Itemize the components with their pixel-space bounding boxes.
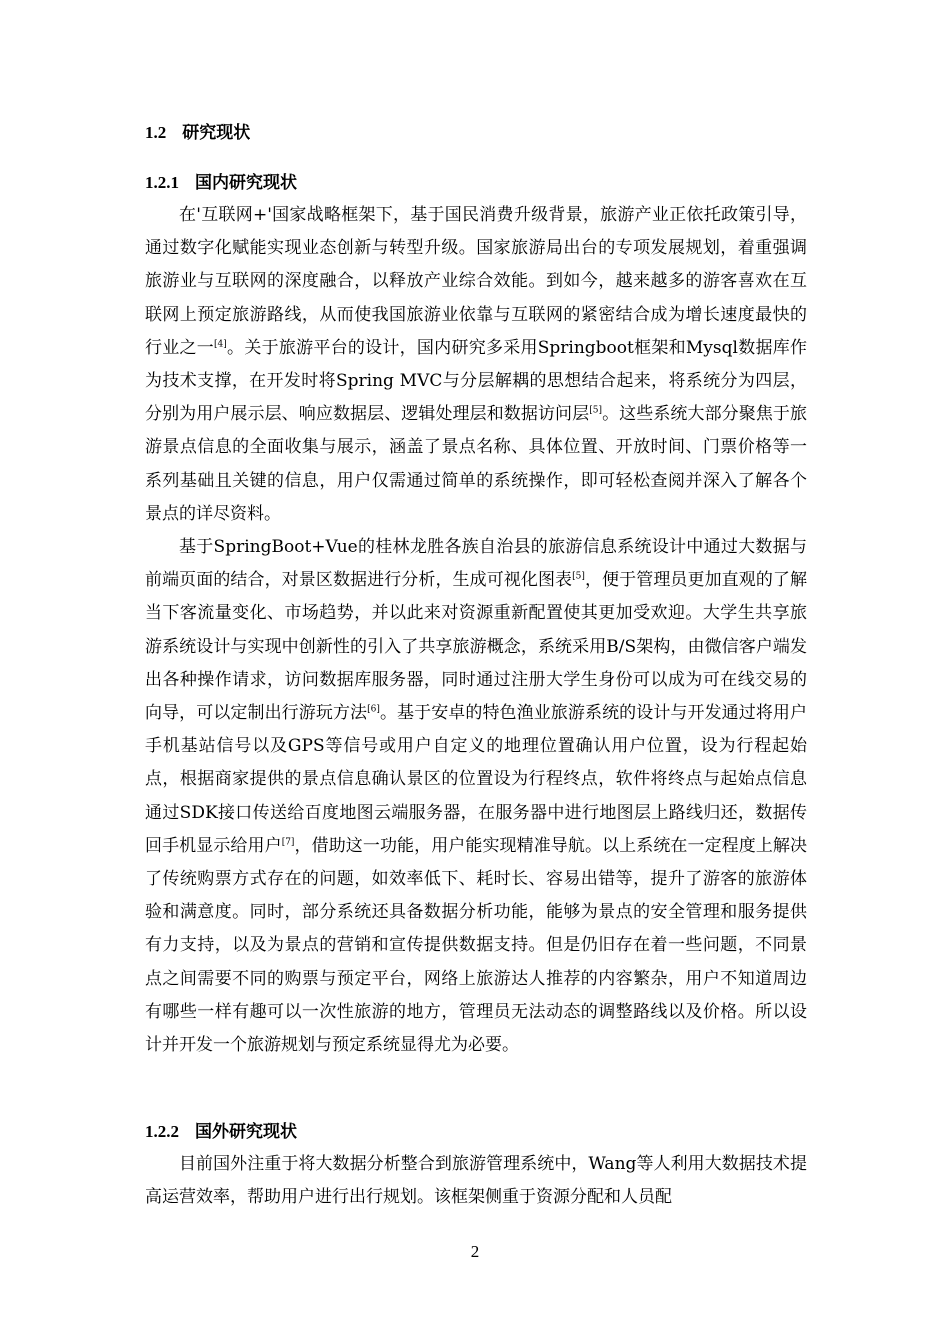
citation-ref: [5] bbox=[589, 405, 602, 416]
citation-ref: [6] bbox=[367, 704, 380, 715]
text-run: 。这些系统大部分聚焦于旅游景点信息的全面收集与展示，涵盖了景点名称、具体位置、开放时间、门票价格等一系列基础且关键的信息，用户仅需通过简单的系统操作，即可轻松查阅并深入了解各个景点的详尽资料。 bbox=[145, 404, 808, 524]
text-run: ，便于管理员更加直观的了解当下客流量变化、市场趋势，并以此来对资源重新配置使其更加受欢迎。大学生共享旅游系统设计与实现中创新性的引入了共享旅游概念，系统采用B/S架构，由微信客户端发出各种操作请求，访问数据库服务器，同时通过注册大学生身份可以成为可在线交易的向导，可以定制出行游玩方法 bbox=[145, 570, 808, 724]
section-number: 1.2 bbox=[145, 123, 167, 142]
subsection-title: 国外研究现状 bbox=[195, 1122, 297, 1141]
subsection-heading-domestic bbox=[145, 168, 297, 193]
section-title: 研究现状 bbox=[182, 123, 251, 142]
subsection-number: 1.2.2 bbox=[145, 1122, 179, 1141]
text-run: 。关于旅游平台的设计，国内研究多采用Springboot框架和Mysql数据库作为技术支撑，在开发时将Spring MVC与分层解耦的思想结合起来，将系统分为四层，分别为用户展示层、响应数据层、逻辑处理层和数据访问层 bbox=[145, 337, 807, 425]
text-run: 基于SpringBoot+Vue的桂林龙胜各族自治县的旅游信息系统设计中通过大数据与前端页面的结合，对景区数据进行分析，生成可视化图表 bbox=[145, 537, 807, 591]
citation-ref: [4] bbox=[214, 339, 227, 350]
paragraph-foreign-1 bbox=[145, 1148, 807, 1214]
page-number: 2 bbox=[470, 1242, 480, 1261]
text-run: 。基于安卓的特色渔业旅游系统的设计与开发通过将用户手机基站信号以及GPS等信号或用户自定义的地理位置确认用户位置，设为行程起始点，根据商家提供的景点信息确认景区的位置设为行程终点，软件将终点与起始点信息通过SDK接口传送给百度地图云端服务器，在服务器中进行地图层上路线归还，数据传回手机显示给用户 bbox=[145, 703, 808, 856]
citation-ref: [7] bbox=[281, 837, 295, 848]
subsection-title: 国内研究现状 bbox=[195, 173, 297, 192]
subsection-heading-foreign bbox=[145, 1117, 297, 1142]
subsection-number: 1.2.1 bbox=[145, 173, 179, 192]
text-run: 在'互联网+'国家战略框架下，基于国民消费升级背景，旅游产业正依托政策引导，通过数字化赋能实现业态创新与转型升级。国家旅游局出台的专项发展规划，着重强调旅游业与互联网的深度融合，以释放产业综合效能。到如今，越来越多的游客喜欢在互联网上预定旅游路线，从而使我国旅游业依靠与互联网的紧密结合成为增长速度最快的行业之一 bbox=[145, 205, 807, 358]
text-run: ，借助这一功能，用户能实现精准导航。以上系统在一定程度上解决了传统购票方式存在的问题，如效率低下、耗时长、容易出错等，提升了游客的旅游体验和满意度。同时，部分系统还具备数据分析功能，能够为景点的安全管理和服务提供有力支持，以及为景点的营销和宣传提供数据支持。但是仍旧存在着一些问题，不同景点之间需要不同的购票与预定平台，网络上旅游达人推荐的内容繁杂，用户不知道周边有哪些一样有趣可以一次性旅游的地方，管理员无法动态的调整路线以及价格。所以设计并开发一个旅游规划与预定系统显得尤为必要。 bbox=[145, 835, 808, 1056]
section-heading bbox=[145, 118, 250, 143]
paragraph-domestic-1 bbox=[145, 199, 807, 531]
paragraph-domestic-2 bbox=[145, 531, 807, 1062]
text-run: 目前国外注重于将大数据分析整合到旅游管理系统中，Wang等人利用大数据技术提高运营效率，帮助用户进行出行规划。该框架侧重于资源分配和人员配 bbox=[145, 1154, 807, 1208]
citation-ref: [5] bbox=[572, 571, 585, 582]
